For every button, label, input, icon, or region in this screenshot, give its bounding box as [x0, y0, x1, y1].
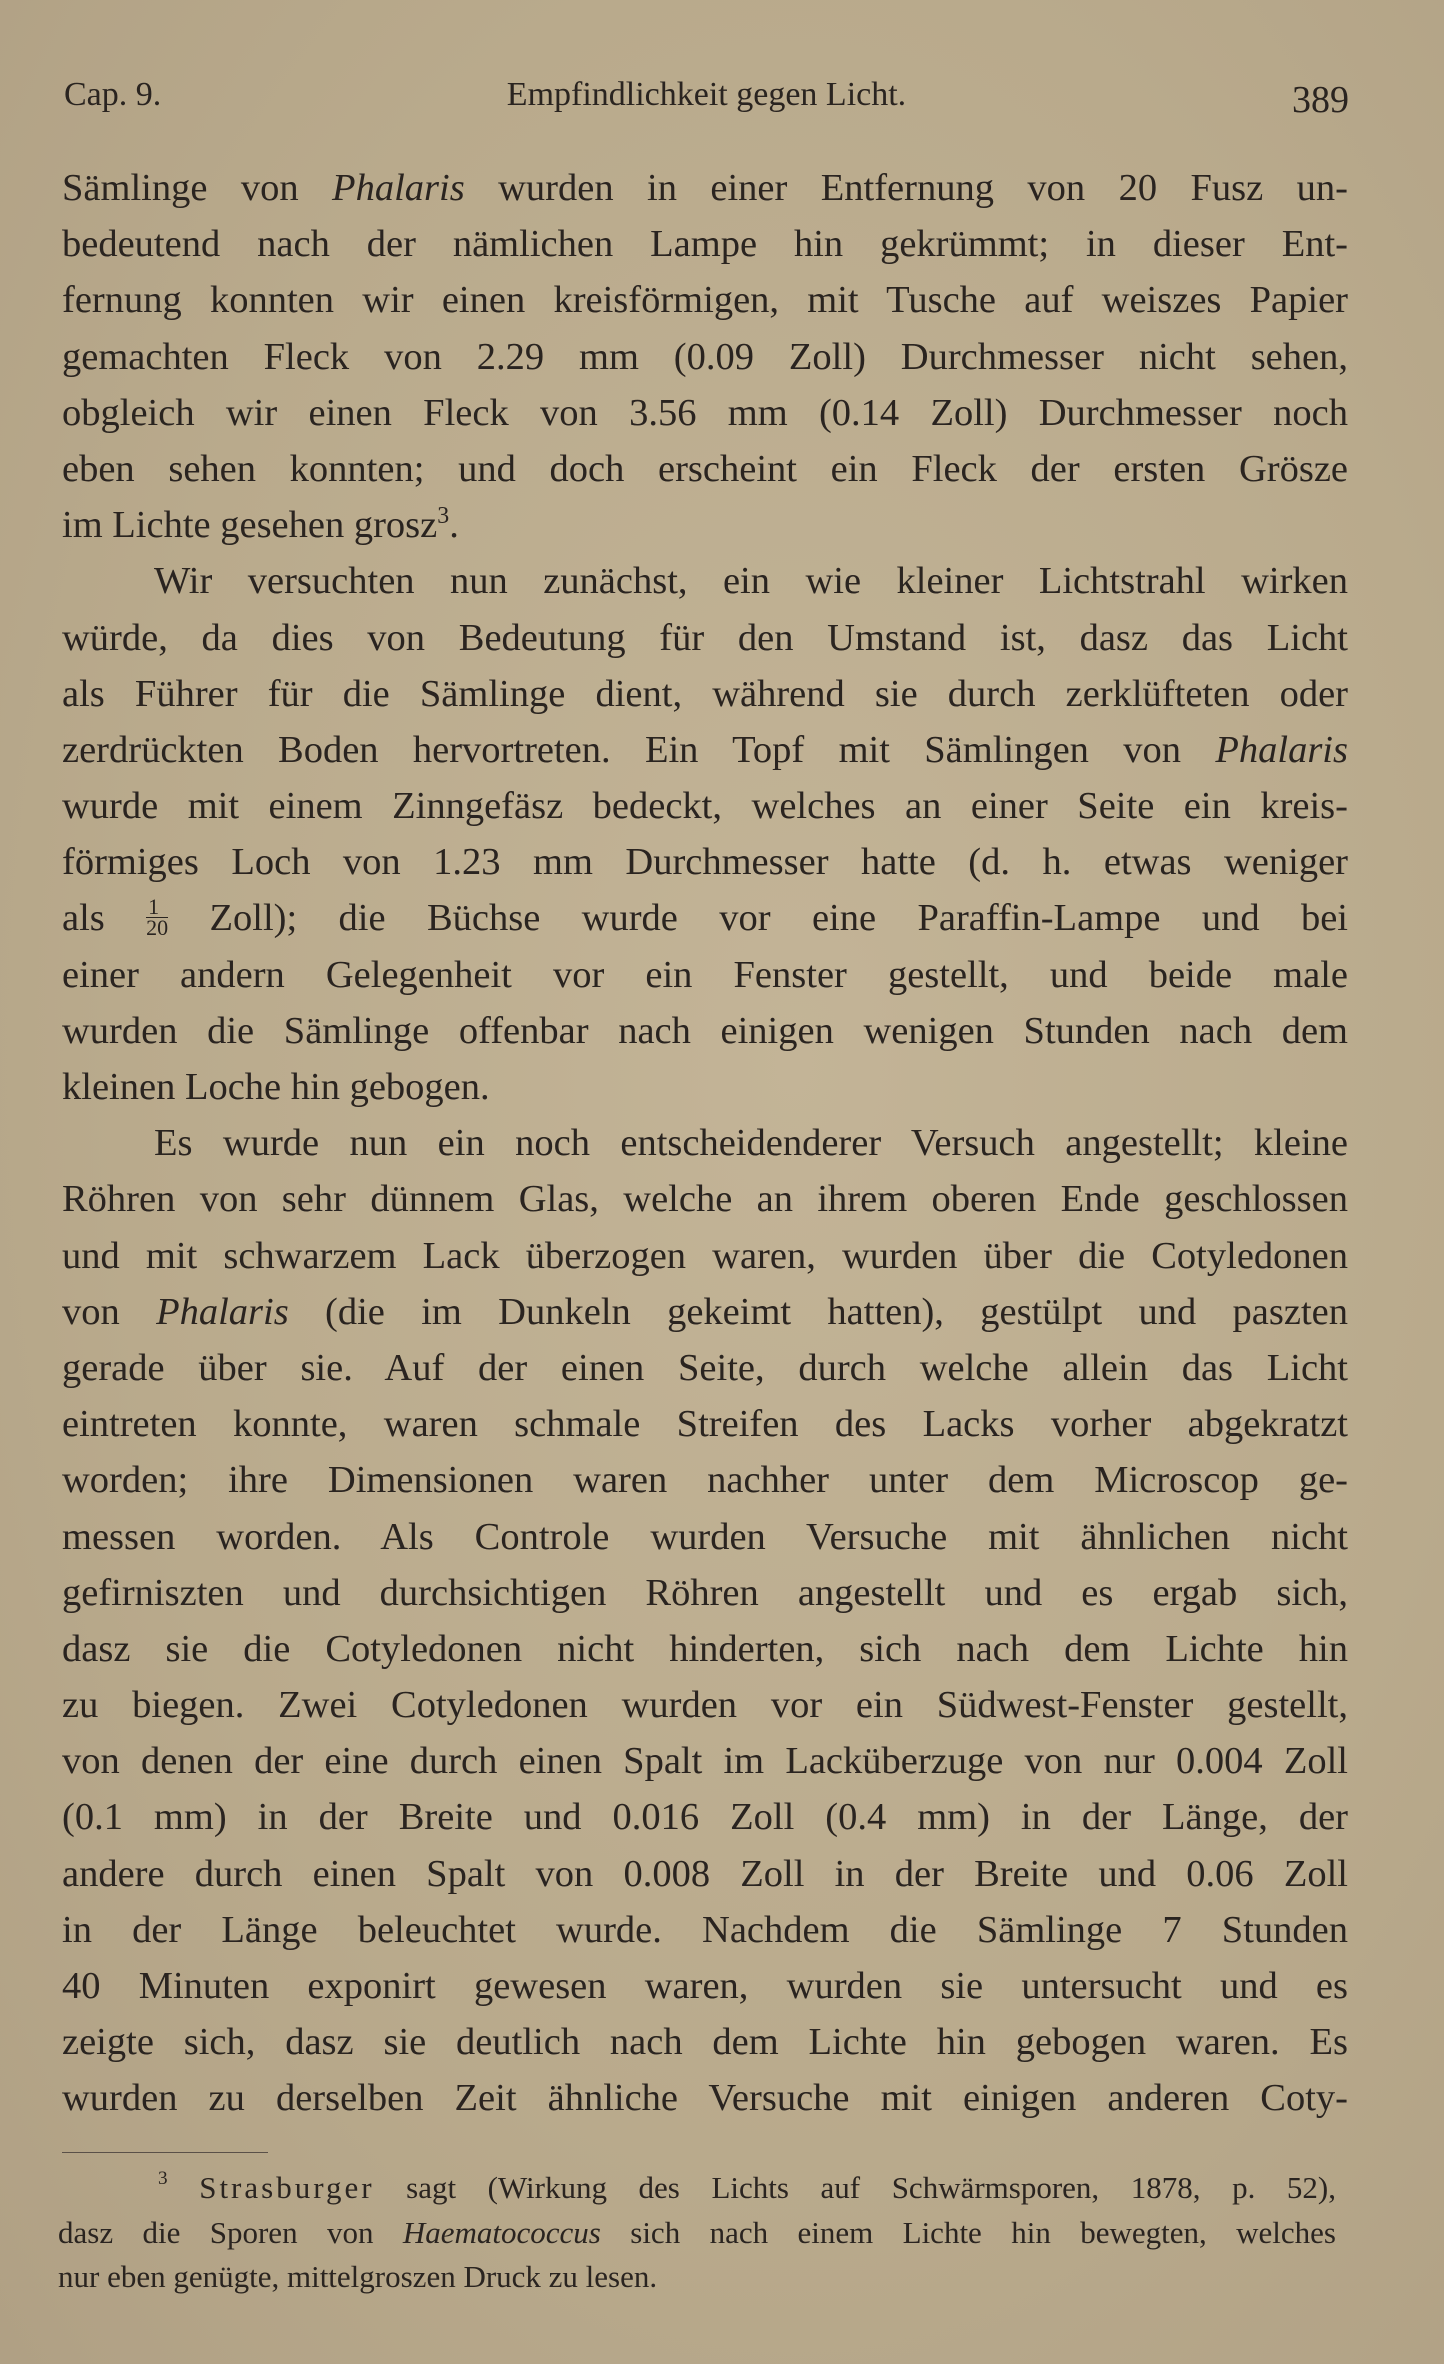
text-run: obgleich wir einen Fleck von 3.56 mm (0.14 Zoll) Durchmesser noch	[62, 391, 1348, 434]
fraction-denominator: 20	[146, 915, 169, 941]
text-line	[62, 272, 1348, 328]
text-line	[62, 610, 1348, 666]
paragraph	[62, 160, 1348, 553]
text-run: zeigte sich, dasz sie deutlich nach dem Lichte hin gebogen waren. Es	[62, 2021, 1348, 2064]
text-line	[62, 722, 1348, 778]
text-run: Es wurde nun ein noch entscheidenderer Versuch angestellt; kleine	[154, 1122, 1348, 1165]
text-line	[62, 1396, 1348, 1452]
italic-term: Phalaris	[156, 1290, 289, 1333]
body-text	[62, 160, 1348, 2127]
text-run	[168, 2170, 200, 2205]
text-run: (0.1 mm) in der Breite und 0.016 Zoll (0.4 mm) in der Länge, der	[62, 1796, 1348, 1839]
text-line	[62, 834, 1348, 890]
text-run: dasz die Sporen von	[58, 2214, 403, 2250]
text-run: als Führer für die Sämlinge dient, während sie durch zerklüfteten oder	[62, 672, 1348, 715]
text-run: Röhren von sehr dünnem Glas, welche an ihrem oberen Ende geschlossen	[62, 1178, 1348, 1221]
text-line	[62, 1115, 1348, 1171]
text-run: nur eben genügte, mittelgroszen Druck zu lesen.	[58, 2259, 658, 2294]
text-run: einer andern Gelegenheit vor ein Fenster gestellt, und beide male	[62, 953, 1348, 996]
text-run: wurden zu derselben Zeit ähnliche Versuche mit einigen anderen Coty-	[62, 2077, 1348, 2120]
text-run: bedeutend nach der nämlichen Lampe hin gekrümmt; in dieser Ent-	[62, 223, 1348, 266]
text-run: Wir versuchten nun zunächst, ein wie kleiner Lichtstrahl wirken	[154, 560, 1348, 603]
text-run: kleinen Loche hin gebogen.	[62, 1066, 490, 1108]
text-run: fernung konnten wir einen kreisförmigen, mit Tusche auf weiszes Papier	[62, 279, 1348, 322]
text-line	[62, 890, 1348, 946]
footnote-marker: 3	[437, 503, 450, 530]
text-line	[62, 1621, 1348, 1677]
text-line	[62, 1284, 1348, 1340]
text-run: .	[449, 504, 459, 547]
text-run: sich nach einem Lichte hin bewegten, welches	[600, 2214, 1336, 2250]
text-line	[62, 385, 1348, 441]
text-line	[62, 2014, 1348, 2070]
footnote-line	[58, 2211, 1336, 2256]
text-run: von denen der eine durch einen Spalt im Lacküberzuge von nur 0.004 Zoll	[62, 1740, 1348, 1783]
italic-term: Phalaris	[1215, 728, 1348, 771]
text-line	[62, 1509, 1348, 1565]
text-line	[62, 947, 1348, 1003]
text-line	[62, 329, 1348, 385]
text-run: förmiges Loch von 1.23 mm Durchmesser hatte (d. h. etwas weniger	[62, 841, 1348, 884]
text-run: würde, da dies von Bedeutung für den Umstand ist, dasz das Licht	[62, 616, 1348, 659]
chapter-label: Cap. 9.	[64, 76, 162, 113]
text-run: sagt (Wirkung des Lichts auf Schwärmsporen, 1878, p. 52),	[374, 2170, 1337, 2205]
text-run: wurden in einer Entfernung von 20 Fusz un-	[464, 167, 1348, 209]
text-line	[62, 1789, 1348, 1845]
text-run: Sämlinge von	[62, 167, 333, 209]
footnote-line	[58, 2255, 1336, 2300]
text-run: wurde mit einem Zinngefäsz bedeckt, welches an einer Seite ein kreis-	[62, 785, 1348, 828]
text-run: worden; ihre Dimensionen waren nachher unter dem Microscop ge-	[62, 1459, 1348, 1502]
text-run: von	[62, 1290, 157, 1333]
text-line	[62, 553, 1348, 609]
text-line	[62, 1059, 1348, 1115]
italic-term: Phalaris	[332, 167, 465, 209]
author-name: Strasburger	[199, 2170, 375, 2205]
text-run: dasz sie die Cotyledonen nicht hinderten, sich nach dem Lichte hin	[62, 1627, 1348, 1670]
text-run: gemachten Fleck von 2.29 mm (0.09 Zoll) Durchmesser nicht sehen,	[62, 335, 1348, 378]
text-line	[62, 666, 1348, 722]
text-run: Zoll); die Büchse wurde vor eine Paraffin-Lampe und bei	[168, 897, 1348, 940]
text-line	[62, 1228, 1348, 1284]
text-line	[62, 1340, 1348, 1396]
running-title: Empfindlichkeit gegen Licht.	[506, 76, 907, 113]
text-line	[62, 216, 1348, 272]
text-run: (die im Dunkeln gekeimt hatten), gestülpt und paszten	[288, 1290, 1348, 1333]
italic-term: Haematococcus	[402, 2214, 601, 2250]
text-run: andere durch einen Spalt von 0.008 Zoll in der Breite und 0.06 Zoll	[62, 1852, 1348, 1895]
text-line	[62, 160, 1348, 216]
text-run: messen worden. Als Controle wurden Versuche mit ähnlichen nicht	[62, 1515, 1348, 1558]
text-line	[62, 1958, 1348, 2014]
fraction	[146, 894, 169, 941]
footnote-marker: 3	[158, 2168, 168, 2189]
paragraph	[62, 553, 1348, 1115]
text-run: wurden die Sämlinge offenbar nach einigen wenigen Stunden nach dem	[62, 1009, 1348, 1052]
text-line	[62, 2070, 1348, 2126]
text-line	[62, 1677, 1348, 1733]
page-number: 389	[1292, 79, 1349, 121]
running-header	[64, 76, 1349, 120]
text-line	[62, 1452, 1348, 1508]
footnote-line	[58, 2166, 1336, 2211]
text-line	[62, 441, 1348, 497]
footnote	[58, 2166, 1336, 2300]
text-run: als	[62, 897, 147, 940]
text-run: eintreten konnte, waren schmale Streifen des Lacks vorher abgekratzt	[62, 1403, 1348, 1446]
text-run: zerdrückten Boden hervortreten. Ein Topf mit Sämlingen von	[62, 728, 1216, 771]
text-run: eben sehen konnten; und doch erscheint ein Fleck der ersten Grösze	[62, 447, 1348, 490]
text-line	[62, 1846, 1348, 1902]
text-line	[62, 1565, 1348, 1621]
text-line	[62, 778, 1348, 834]
text-run: gerade über sie. Auf der einen Seite, durch welche allein das Licht	[62, 1346, 1348, 1389]
text-run: zu biegen. Zwei Cotyledonen wurden vor ein Südwest-Fenster gestellt,	[62, 1684, 1348, 1727]
text-line	[62, 497, 1348, 553]
text-run: gefirniszten und durchsichtigen Röhren angestellt und es ergab sich,	[62, 1571, 1348, 1614]
text-line	[62, 1003, 1348, 1059]
text-run: in der Länge beleuchtet wurde. Nachdem die Sämlinge 7 Stunden	[62, 1908, 1348, 1951]
text-run: und mit schwarzem Lack überzogen waren, wurden über die Cotyledonen	[62, 1234, 1348, 1277]
footnote-divider	[62, 2152, 268, 2153]
paragraph	[62, 1115, 1348, 2126]
text-line	[62, 1902, 1348, 1958]
text-run: im Lichte gesehen grosz	[62, 504, 438, 547]
text-run: 40 Minuten exponirt gewesen waren, wurden sie untersucht und es	[62, 1965, 1348, 2007]
fraction-numerator: 1	[146, 897, 168, 918]
text-line	[62, 1733, 1348, 1789]
text-line	[62, 1171, 1348, 1227]
